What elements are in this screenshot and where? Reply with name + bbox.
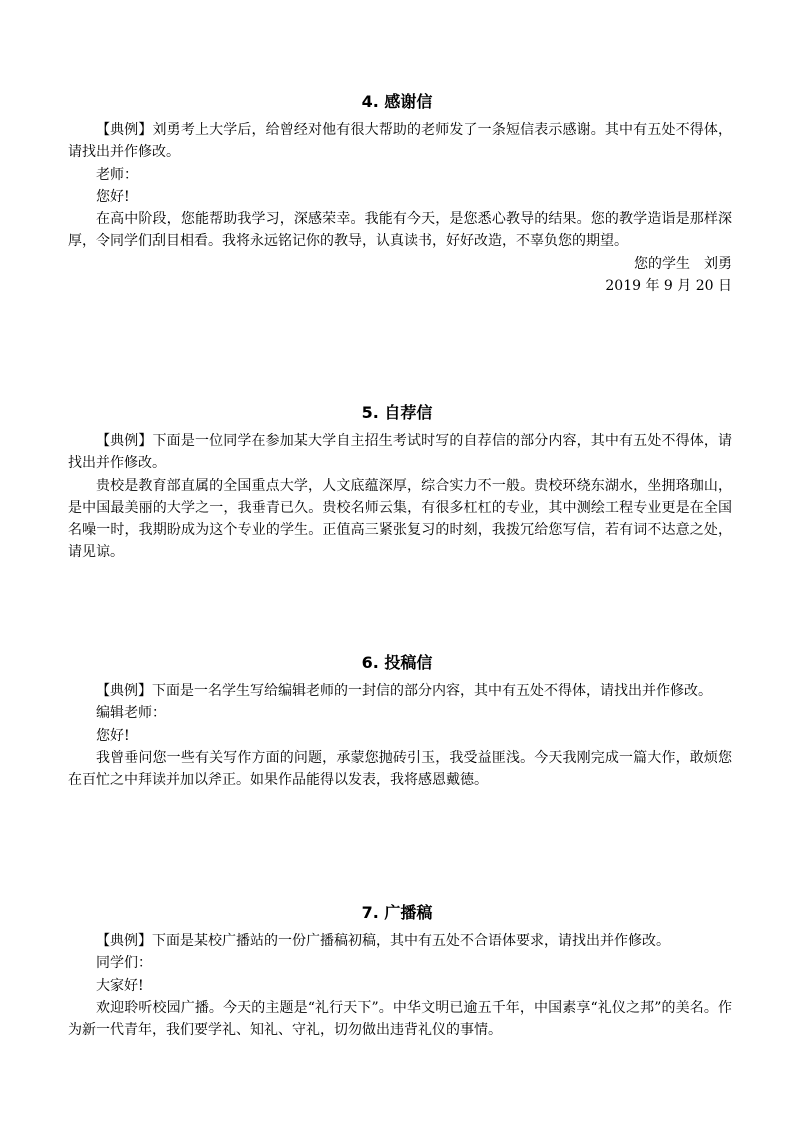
- section-title: 7. 广播稿: [361, 903, 433, 922]
- section-title: 4. 感谢信: [361, 92, 433, 111]
- example-prompt: 【典例】下面是一位同学在参加某大学自主招生考试时写的自荐信的部分内容，其中有五处不得体，请找出并作修改。: [68, 433, 732, 472]
- letter-body: 我曾垂问您一些有关写作方面的问题，承蒙您抛砖引玉，我受益匪浅。今天我刚完成一篇大作，敢烦您在百忙之中拜读并加以斧正。如果作品能得以发表，我将感恩戴德。: [68, 749, 732, 789]
- letter-body: 在高中阶段，您能帮助我学习，深感荣幸。我能有今天，是您悉心教导的结果。您的教学造诣是那样深厚，令同学们刮目相看。我将永远铭记你的教导，认真读书，好好改造，不辜负您的期望。: [68, 211, 732, 250]
- section-title: 5. 自荐信: [361, 403, 433, 422]
- letter-signature: 您的学生 刘勇: [634, 255, 732, 272]
- letter-date: 2019 年 9 月 20 日: [605, 278, 732, 295]
- example-prompt: 【典例】下面是某校广播站的一份广播稿初稿，其中有五处不合语体要求，请找出并作修改。: [96, 933, 670, 949]
- section-broadcast-script: [0, 902, 794, 1041]
- letter-salutation: 编辑老师：: [96, 705, 166, 722]
- letter-greeting: 您好!: [96, 727, 130, 744]
- script-body: 欢迎聆听校园广播。今天的主题是“礼行天下”。中华文明已逾五千年，中国素享“礼仪之邦”的美名。作为新一代青年，我们要学礼、知礼、守礼，切勿做出违背礼仪的事情。: [68, 999, 732, 1039]
- section-submission-letter: [0, 652, 794, 791]
- script-salutation: 同学们：: [96, 955, 152, 972]
- letter-salutation: 老师：: [96, 166, 138, 183]
- section-title: 6. 投稿信: [361, 653, 433, 672]
- section-thank-you-letter: [0, 91, 794, 297]
- letter-greeting: 您好!: [96, 188, 130, 205]
- example-prompt: 【典例】刘勇考上大学后，给曾经对他有很大帮助的老师发了一条短信表示感谢。其中有五处不得体，请找出并作修改。: [68, 122, 732, 161]
- example-prompt: 【典例】下面是一名学生写给编辑老师的一封信的部分内容，其中有五处不得体，请找出并作修改。: [96, 683, 712, 699]
- letter-body: 贵校是教育部直属的全国重点大学，人文底蕴深厚，综合实力不一般。贵校环绕东湖水，坐拥珞珈山，是中国最美丽的大学之一，我垂青已久。贵校名师云集，有很多杠杠的专业，其中测绘工程专业更是在全国名噪一时，我期盼成为这个专业的学生。正值高三紧张复习的时刻，我拨冗给您写信，若有词不达意之处，请见谅。: [68, 477, 732, 561]
- section-self-recommendation-letter: [0, 402, 794, 564]
- script-greeting: 大家好!: [96, 977, 144, 994]
